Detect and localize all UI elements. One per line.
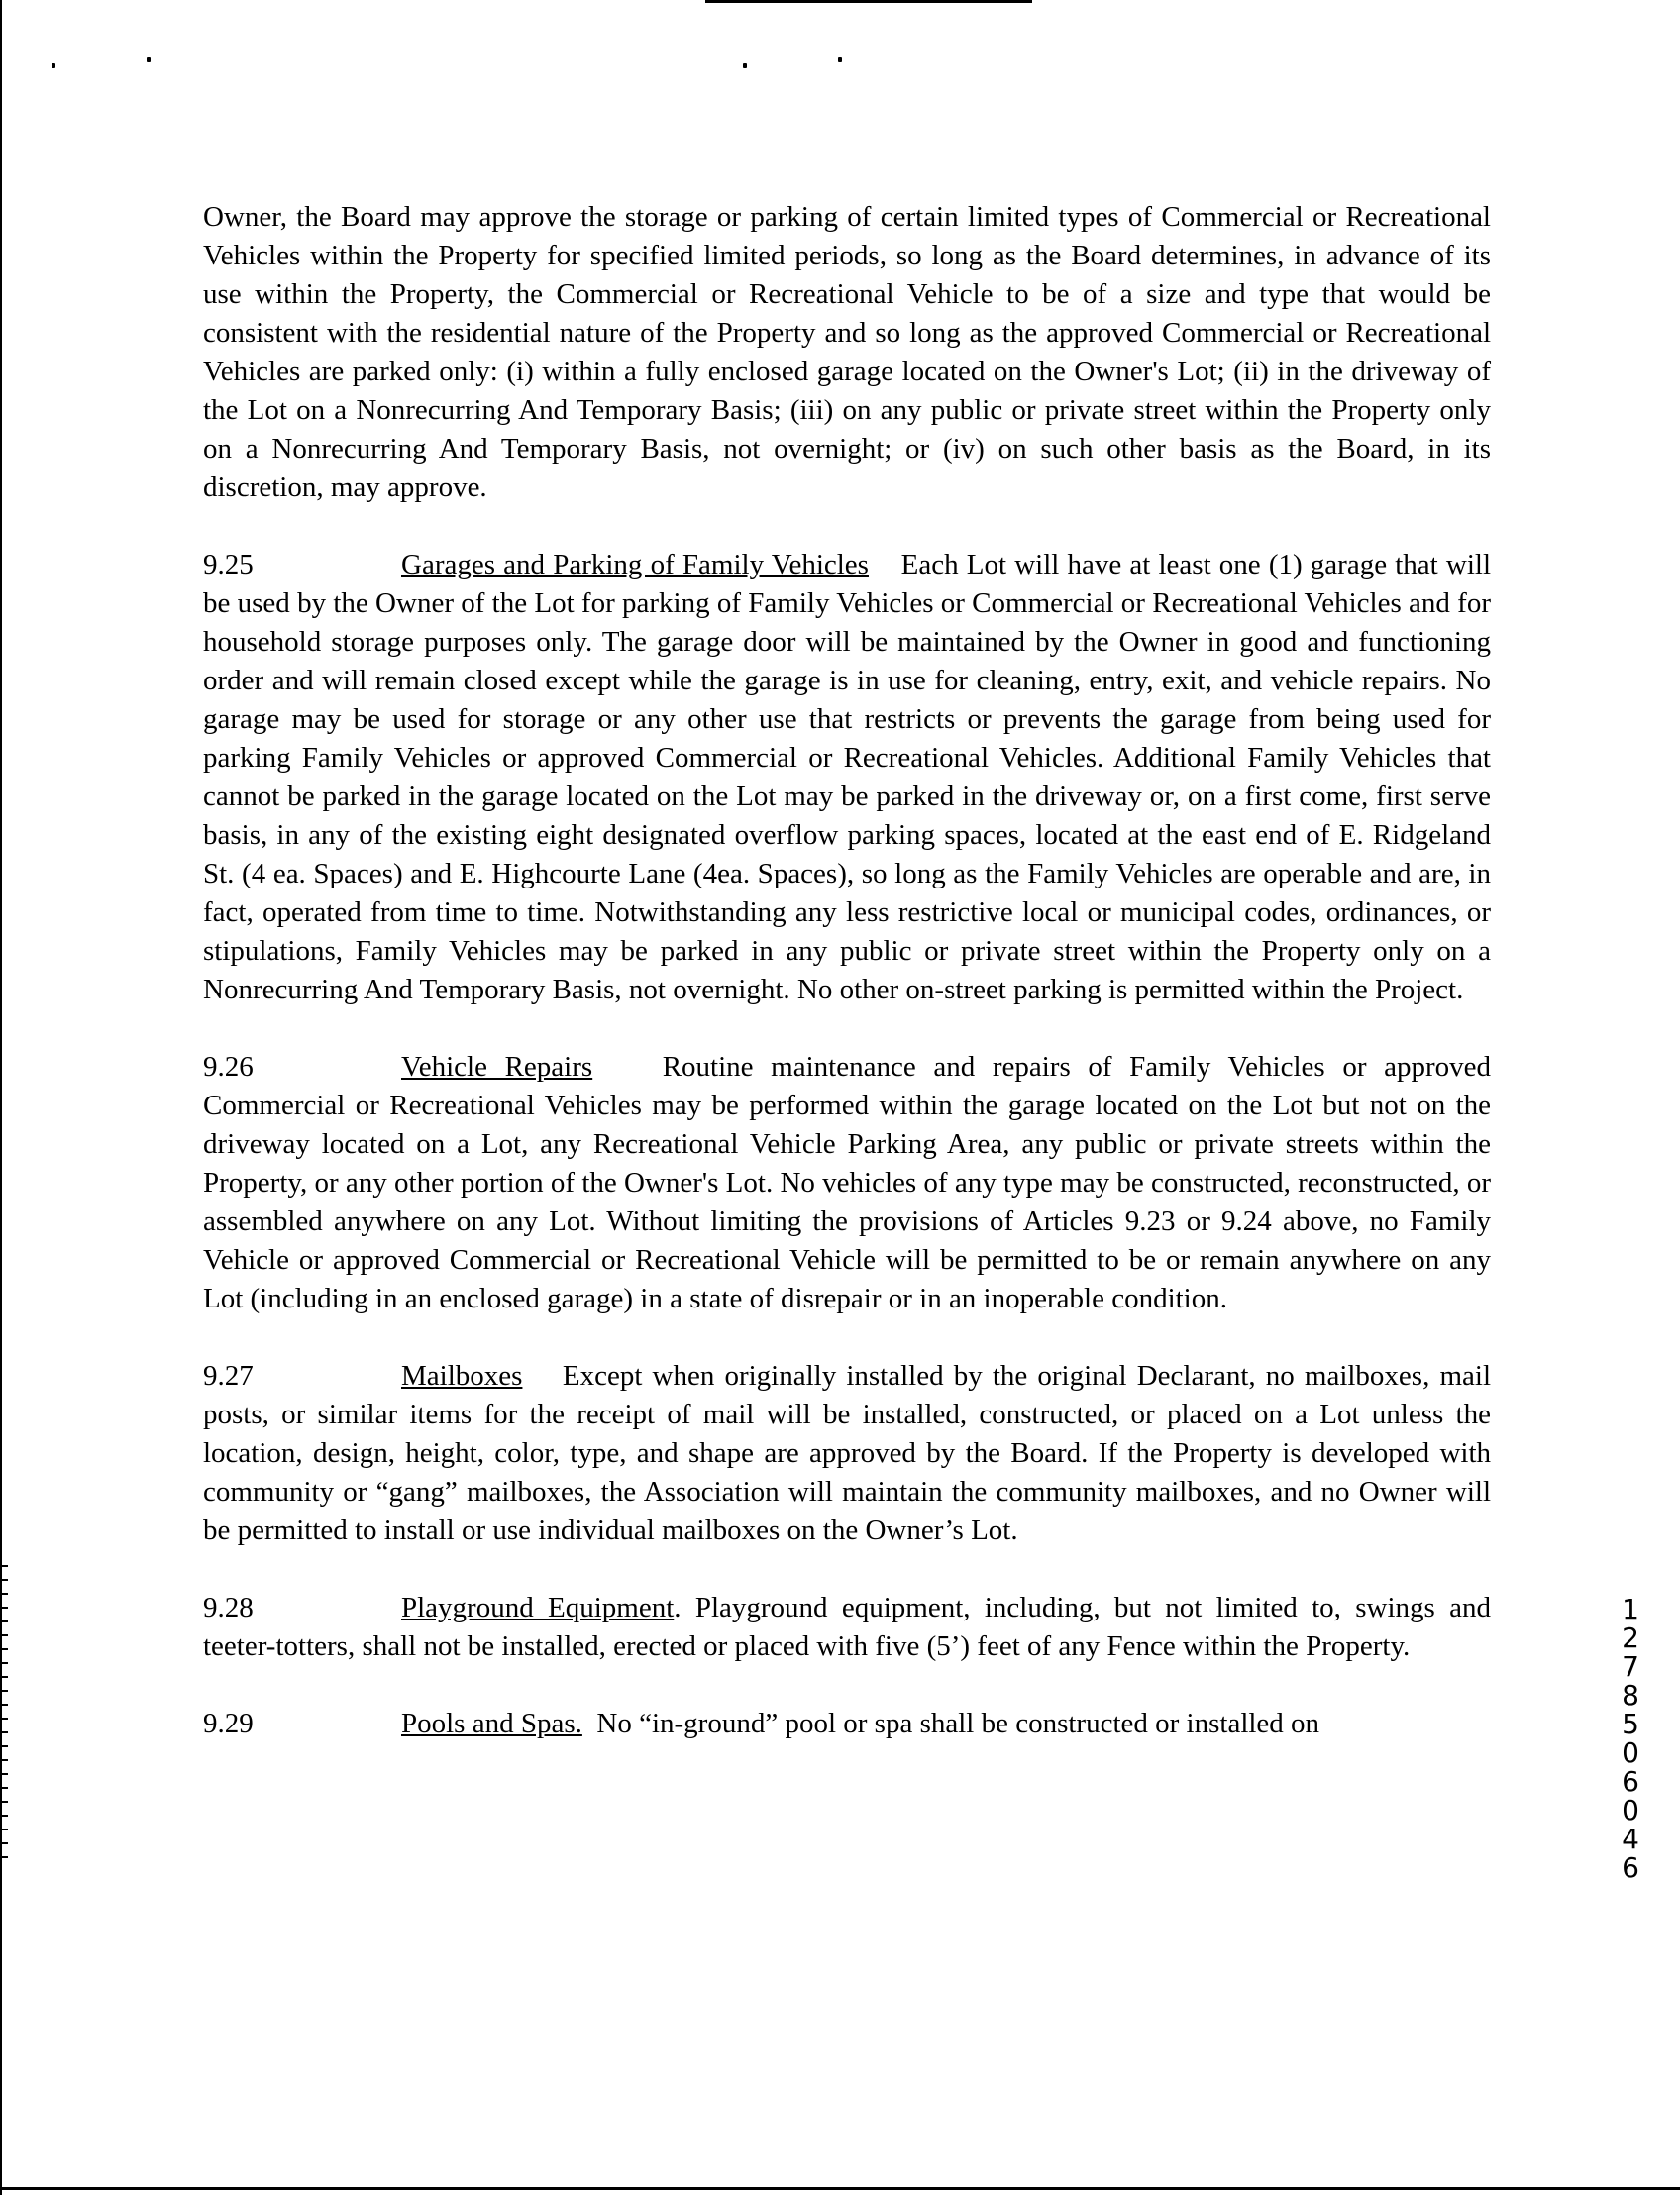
section-text: No “in-ground” pool or spa shall be constructed or installed on [596,1708,1320,1739]
section-number: 9.27 [203,1360,254,1392]
section-text: Each Lot will have at least one (1) garage that will be used by the Owner of the Lot for parking of Family Vehicles or Commercial or Recreational Vehicles and for household storage purposes only. The garage door will be maintained by the Owner in good and functioning order and will remain closed except while the garage is in use for cleaning, entry, exit, and vehicle repairs. No garage may be used for storage or any other use that restricts or prevents the garage from being used for parking Family Vehicles or approved Commercial or Recreational Vehicles. Additional Family Vehicles that cannot be parked in the garage located on the Lot may be parked in the driveway or, on a first come, first serve basis, in any of the existing eight designated overflow parking spaces, located at the east end of E. Ridgeland St. (4 ea. Spaces) and E. Highcourte Lane (4ea. Spaces), so long as the Family Vehicles are operable and are, in fact, operated from time to time. Notwithstanding any less restrictive local or municipal codes, ordinances, or stipulations, Family Vehicles may be parked in any public or private street within the Property only on a Nonrecurring And Temporary Basis, not overnight. No other on-street parking is permitted within the Project. [203,549,1492,1005]
scan-speck [743,63,747,68]
section-number: 9.26 [203,1051,254,1083]
section-9-26 [203,1048,1491,1318]
scan-speck [147,57,151,62]
section-number: 9.25 [203,549,254,580]
section-text: . Playground equipment, including, but not limited to, swings and teeter-totters, shall not be installed, erected or placed with five (5’) feet of any Fence within the Property. [203,1592,1491,1662]
side-recording-number: 12785 06046 [1622,1593,1639,1884]
section-9-27 [203,1357,1491,1550]
intro-paragraph: Owner, the Board may approve the storage or parking of certain limited types of Commercial or Recreational Vehicles within the Property for specified limited periods, so long as the Board determines, in advance of its use within the Property, the Commercial or Recreational Vehicle to be of a size and type that would be consistent with the residential nature of the Property and so long as the approved Commercial or Recreational Vehicles are parked only: (i) within a fully enclosed garage located on the Owner's Lot; (ii) in the driveway of the Lot on a Nonrecurring And Temporary Basis; (iii) on any public or private street within the Property only on a Nonrecurring And Temporary Basis, not overnight; or (iv) on such other basis as the Board, in its discretion, may approve. [203,201,1491,503]
section-9-28 [203,1589,1491,1666]
scan-speck [52,63,55,68]
bottom-edge-rule [0,2187,1680,2190]
left-edge-marks [0,1565,8,1862]
section-heading: Mailboxes [401,1360,523,1392]
section-9-29 [203,1705,1491,1743]
document-body [203,198,1491,1782]
left-page-edge [0,0,2,2195]
section-heading: Pools and Spas. [401,1708,582,1739]
section-text: Routine maintenance and repairs of Family Vehicles or approved Commercial or Recreational Vehicles may be performed within the garage located on the Lot but not on the driveway located on a Lot, any Recreational Vehicle Parking Area, any public or private streets within the Property, or any other portion of the Owner's Lot. No vehicles of any type may be constructed, reconstructed, or assembled anywhere on any Lot. Without limiting the provisions of Articles 9.23 or 9.24 above, no Family Vehicle or approved Commercial or Recreational Vehicle will be permitted to be or remain anywhere on any Lot (including in an enclosed garage) in a state of disrepair or in an inoperable condition. [203,1051,1492,1314]
scan-speck [838,57,842,62]
top-edge-rule [705,0,1032,3]
section-heading: Playground Equipment [401,1592,675,1623]
section-number: 9.28 [203,1592,254,1623]
section-text: Except when originally installed by the original Declarant, no mailboxes, mail posts, or similar items for the receipt of mail will be installed, constructed, or placed on a Lot unless the location, design, height, color, type, and shape are approved by the Board. If the Property is developed with community or “gang” mailboxes, the Association will maintain the community mailboxes, and no Owner will be permitted to install or use individual mailboxes on the Owner’s Lot. [203,1360,1491,1546]
section-number: 9.29 [203,1708,254,1739]
section-9-25 [203,546,1491,1009]
section-heading: Vehicle Repairs [401,1051,593,1083]
section-heading: Garages and Parking of Family Vehicles [401,549,869,580]
